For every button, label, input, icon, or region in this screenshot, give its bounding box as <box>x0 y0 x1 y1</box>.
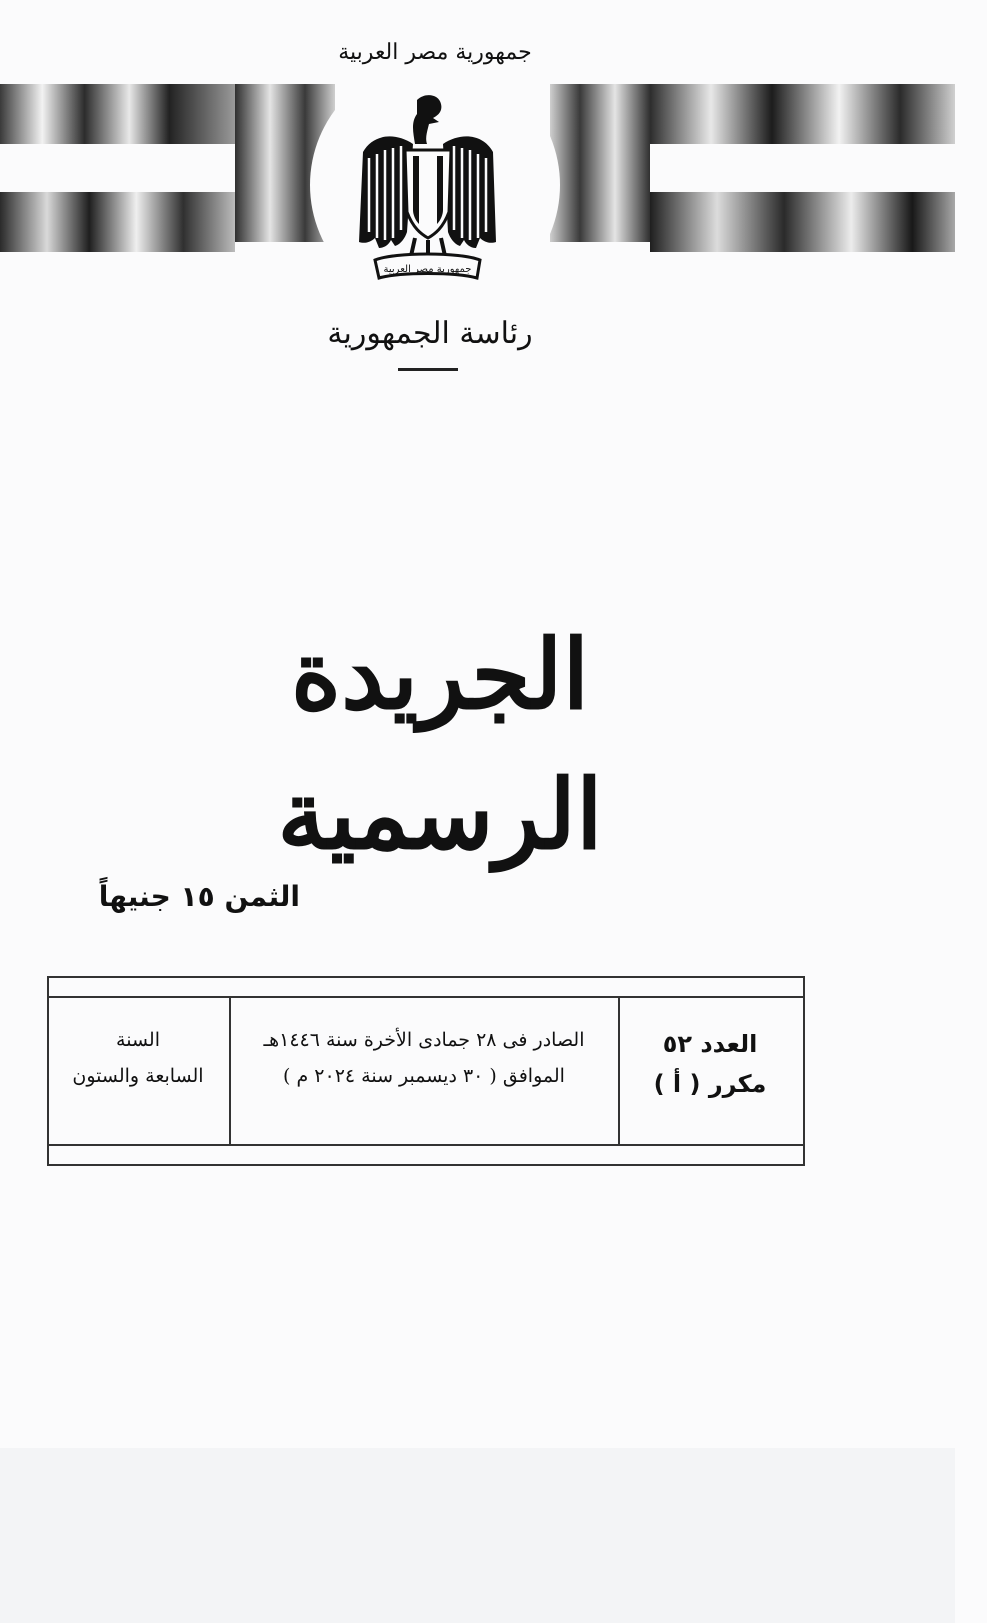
issue-supplement: مكرر ( أ ) <box>653 1070 767 1098</box>
price-label: الثمن ١٥ جنيهاً <box>98 880 300 913</box>
eagle-emblem-icon <box>355 92 500 287</box>
info-box-top-rule <box>47 976 805 998</box>
issue-number: العدد ٥٢ <box>662 1030 758 1058</box>
info-box-divider-right <box>618 998 620 1144</box>
info-box-divider-left <box>229 998 231 1144</box>
gazette-title: الجريدة الرسمية <box>277 618 603 871</box>
info-box-bottom-rule <box>47 1144 805 1166</box>
republic-label: جمهورية مصر العربية <box>338 40 532 65</box>
flag-stripe-left-bottom <box>0 192 235 252</box>
year-value: السابعة والستون <box>72 1065 204 1087</box>
publication-year-cell <box>50 1022 226 1094</box>
issue-date-cell <box>235 1022 613 1094</box>
emblem-caption: جمهورية مصر العربية <box>383 264 472 275</box>
gregorian-date: الموافق ( ٣٠ ديسمبر سنة ٢٠٢٤ م ) <box>283 1065 565 1087</box>
flag-stripe-left-top <box>0 84 235 144</box>
hijri-date: الصادر فى ٢٨ جمادى الأخرة سنة ١٤٤٦هـ <box>263 1029 585 1051</box>
flag-stripe-right-top <box>650 84 955 144</box>
flag-band-right-inner <box>550 84 650 242</box>
presidency-label: رئاسة الجمهورية <box>327 316 533 351</box>
year-label: السنة <box>116 1029 160 1051</box>
issue-number-cell <box>625 1024 795 1104</box>
presidency-underline <box>398 368 458 371</box>
footer-band <box>0 1448 955 1623</box>
flag-stripe-right-bottom <box>650 192 955 252</box>
